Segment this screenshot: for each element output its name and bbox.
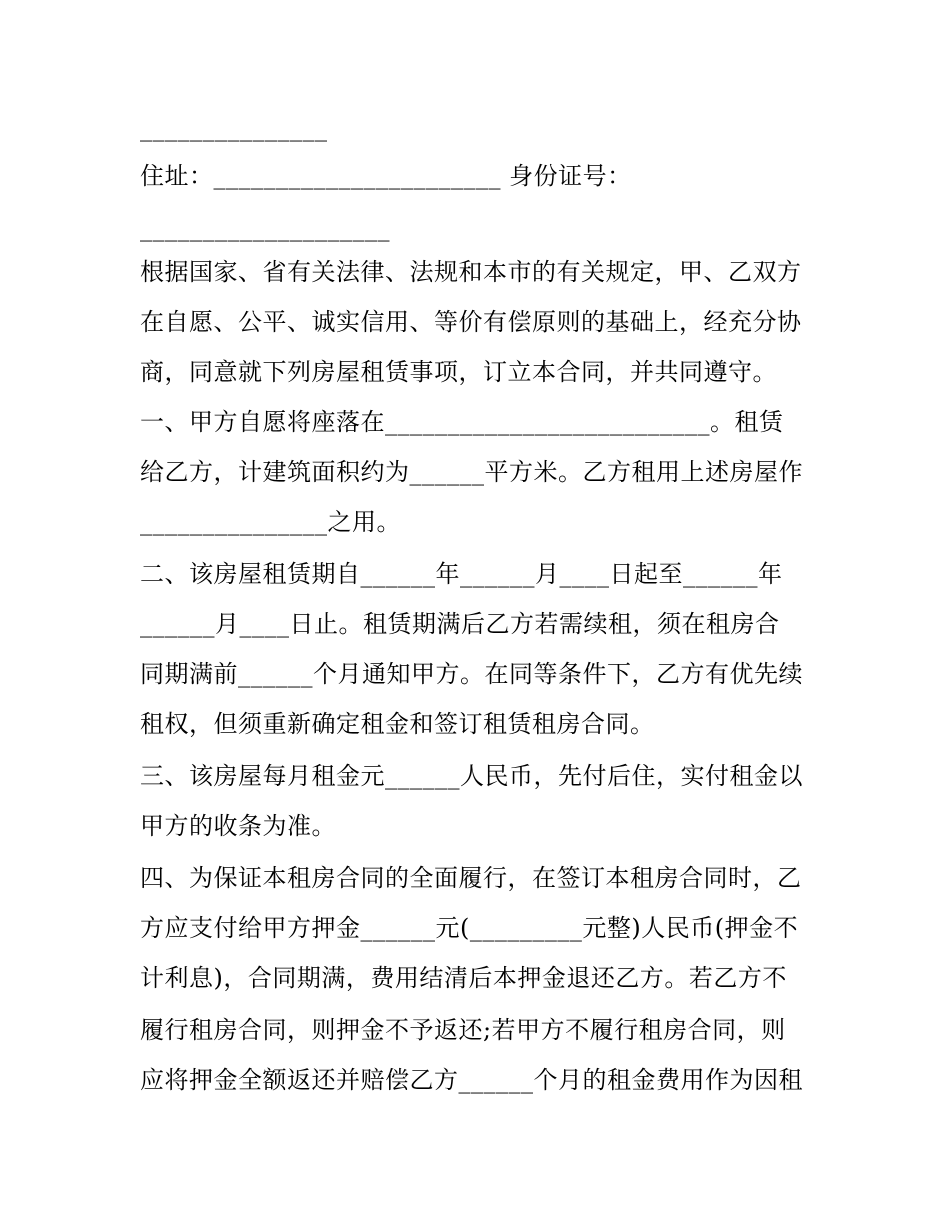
- clause-4-line-2: 方应支付给甲方押金______元(_________元整)人民币(押金不: [140, 914, 799, 942]
- preamble-line-3: 商，同意就下列房屋租赁事项，订立本合同，并共同遵守。: [140, 358, 777, 386]
- clause-2-line-4: 租权，但须重新确定租金和签订租赁租房合同。: [140, 710, 655, 738]
- clause-4-line-3: 计利息)，合同期满，费用结清后本押金退还乙方。若乙方不: [140, 964, 787, 992]
- preamble-line-2: 在自愿、公平、诚实信用、等价有偿原则的基础上，经充分协: [140, 308, 802, 336]
- clause-3-line-1: 三、该房屋每月租金元______人民币，先付后住，实付租金以: [140, 762, 803, 790]
- preamble-line-1: 根据国家、省有关法律、法规和本市的有关规定，甲、乙双方: [140, 258, 802, 286]
- clause-4-line-1: 四、为保证本租房合同的全面履行，在签订本租房合同时，乙: [140, 864, 802, 892]
- clause-1-line-1: 一、甲方自愿将座落在__________________________。租赁: [140, 408, 784, 436]
- clause-3-line-2: 甲方的收条为准。: [140, 812, 336, 840]
- clause-2-line-1: 二、该房屋租赁期自______年______月____日起至______年: [140, 560, 783, 588]
- signature-blank-line: _______________: [140, 114, 328, 142]
- clause-2-line-3: 同期满前______个月通知甲方。在同等条件下，乙方有优先续: [140, 660, 803, 688]
- clause-2-line-2: ______月____日止。租赁期满后乙方若需续租，须在租房合: [140, 610, 780, 638]
- clause-4-line-5: 应将押金全额返还并赔偿乙方______个月的租金费用作为因租: [140, 1066, 803, 1094]
- clause-4-line-4: 履行租房合同，则押金不予返还;若甲方不履行租房合同，则: [140, 1016, 786, 1044]
- clause-1-line-3: _______________之用。: [140, 508, 401, 536]
- id-number-blank-line: ____________________: [140, 214, 390, 242]
- address-id-line: 住址：_______________________ 身份证号：: [140, 162, 632, 190]
- clause-1-line-2: 给乙方，计建筑面积约为______平方米。乙方租用上述房屋作: [140, 458, 803, 486]
